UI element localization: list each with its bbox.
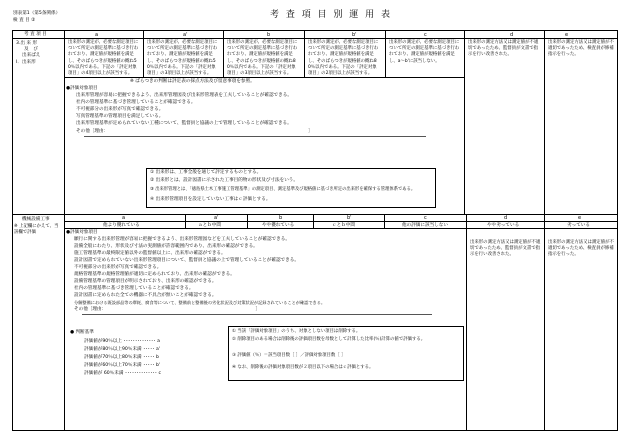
s2-col-sep-4 — [384, 214, 385, 228]
s2-sub-b: やや優れている — [262, 222, 295, 228]
s1-cell-b-prime: 出来形の測定が、必要な測定項目について所定の測定基準に基づき行われており、測定値が規格値を満足し、そのばらつきが規格値の概ね80％以内である。下記の「評定対象項目」の2項目以上が該当する。 — [308, 40, 379, 77]
s2-eval-item-7: 設備管理基準の管理項目が明示されており、出来形の確認ができる。 — [74, 279, 217, 284]
doc-label: 別表第1（第5条関係） — [13, 11, 61, 16]
s2-cell-e: 出来形の測定方法又は測定値が不適切であったため、検査員が修補指示を行った。 — [548, 240, 614, 258]
s1-line2: 及 び — [24, 47, 38, 52]
s2-sub-d: やや劣っている — [487, 222, 520, 228]
s1-line3: 出来ばえ — [22, 53, 41, 58]
page-title: 考 査 項 目 別 運 用 表 — [270, 10, 393, 20]
s1-note-2: ② 出来形とは、設計図書に示された工事目的物の形状及び寸法をいう。 — [150, 178, 298, 183]
s2-sub-c: 他の評価に該当しない — [402, 222, 448, 228]
s2-col-sep-6 — [544, 214, 545, 431]
s2-eval-item-3: 施工管理基準の最終限定値以外の監督値以上に、出来形の確認ができる。 — [74, 251, 226, 256]
s2-sub-a-prime: ａとｂ中間 — [198, 222, 221, 228]
s2-eval-heading: ●評価対象項目 — [66, 230, 98, 235]
header-col-a-prime: a' — [183, 31, 188, 38]
s1-sub: Ⅰ．出来形 — [16, 60, 36, 65]
s2-eval-item-9: 設計図書に定められた全ての機器に不具合が無いことが確認できる。 — [74, 293, 217, 298]
s1-eval-heading: ●評価対象項目 — [66, 86, 98, 91]
s2-col-b: b — [279, 215, 283, 221]
s2-sub-b-prime: ｃとｂ中間 — [332, 222, 355, 228]
header-col-b: b — [267, 31, 271, 38]
s2-eval-item-6: 規格管理基準の規格管理値が適切に定められており、出来形の確認ができる。 — [74, 272, 235, 277]
s2-criteria-1: 評価値が90％以上 ･･････････････ a — [84, 339, 160, 344]
s2-criteria-3: 評価値が70％以上80％未満 ･････ b — [84, 355, 159, 360]
s2-line2: ※ 上記欄にかえて、当該欄で評価 — [14, 224, 59, 236]
header-col-a: a — [95, 31, 99, 38]
col-sep-4 — [385, 30, 386, 77]
s2-col-sep-item — [64, 214, 65, 431]
s1-criteria-bottom — [64, 77, 464, 78]
col-sep-1 — [143, 30, 144, 77]
s2-line1: 機械設備工事 — [22, 217, 50, 222]
s2-calc-note-4: ④ なお、削除後の評価対象項目数が２項目以下の場合はｃ評価とする。 — [232, 365, 374, 370]
s2-criteria-2: 評価値が80％以上90％未満 ･････ a' — [84, 347, 161, 352]
col-sep-3 — [304, 30, 305, 77]
doc-sub-label: 検 査 目 ② — [13, 18, 36, 23]
s1-cell-e: 出来形の測定方法又は測定値が不適切であったため、検査員が修補指示を行った。 — [548, 40, 614, 58]
header-item-label: 考 査 項 目 — [24, 31, 47, 37]
s2-col-c: c — [424, 215, 427, 221]
s1-cell-d: 出来形の測定方法又は測定値が不適切であったため、監督員が文書で指示を行い改善された。 — [468, 40, 539, 58]
s2-col-sep-1 — [185, 214, 186, 228]
s2-criteria-5: 評価値が 60％未満 ･･････････････ c — [84, 371, 162, 376]
s2-eval-item-2: 設備全般にわたり、形状及び寸法の実測値が許容範囲内であり、出来形の確認ができる。 — [74, 244, 258, 249]
s2-col-b-prime: b' — [347, 215, 352, 221]
s2-cell-d: 出来形の測定方法又は測定値が不適切であったため、監督員が文書で指示を行い改善された。 — [470, 240, 541, 258]
s1-eval-item-4: 写真管理基準の管理項目を満足している。 — [76, 114, 164, 119]
s2-sub-e: 劣っている — [567, 222, 590, 228]
s1-cell-b: 出来形の測定が、必要な測定項目について所定の測定基準に基づき行われており、測定値が規格値を満足し、そのばらつきが規格値の概ね80％以内である。下記の「評定対象項目」の3項目以上が該当する。 — [227, 40, 298, 77]
col-sep-item — [64, 30, 65, 214]
s2-col-a: a — [122, 215, 126, 221]
s2-eval-item-1: 願行に関する出来形管理が容易に把握できるよう、出来形管理図などを工夫していることが確認できる。 — [74, 237, 290, 242]
s1-note-4: ④ 出来形管理項目を設定していない工事はｃ評価とする。 — [150, 197, 271, 202]
col-sep-5 — [464, 30, 465, 214]
s1-note-top: ※ ばらつきの判断は評定表の採点方法及び留意事項を参照。 — [130, 79, 255, 84]
s2-calc-note-1: ① 当該「評価対象項目」のうち、対象としない項目は削除する。 — [232, 329, 361, 334]
s1-eval-item-1: 出来形管理が容易に把握できるよう、出来形管理図及び出来形管理表を工夫していることが確認できる。 — [76, 93, 292, 98]
s1-eval-item-2: 社内の管理基準に基づき管理していることが確認できる。 — [76, 100, 196, 105]
header-col-c: c — [424, 31, 427, 38]
s2-col-d: d — [504, 215, 508, 221]
s2-other-underline — [82, 314, 432, 315]
col-sep-6 — [544, 30, 545, 214]
s2-eval-item-8: 社内の管理基準に基づき管理していることが確認できる。 — [74, 286, 194, 291]
s2-calc-note-3: ③ 評価値（％）＝該当項目数［ ］／評価対象項目数［ ］ — [232, 353, 346, 358]
s2-col-sep-3 — [313, 214, 314, 228]
s2-col-a-prime: a' — [214, 215, 219, 221]
s1-cell-c: 出来形の測定が、必要な測定項目について所定の測定基準に基づき行われており、測定値が規格値を満足し、a～b'に該当しない。 — [389, 40, 460, 64]
s1-other-underline — [84, 136, 426, 137]
s2-sub-a: 他より優れている — [103, 222, 140, 228]
s1-cell-a-prime: 出来形の測定が、必要な測定項目について所定の測定基準に基づき行われており、測定値が規格値を満足し、そのばらつきが規格値の概ね50％以内である。下記の「評定対象項目」の3項目以上が該当する。 — [147, 40, 218, 77]
s2-criteria-heading: ● 判断基準 — [70, 330, 94, 335]
s2-eval-item-5: 不可視部分の出来形が写真で確認できる。 — [74, 265, 162, 270]
header-col-b-prime: b' — [352, 31, 357, 38]
s1-note-3: ③ 出来形管理とは、「徳島県土木工事施工管理基準」の測定項目、測定基準及び規格値に基づき所定の出来形を確保する管理体系である。 — [150, 187, 416, 192]
s2-eval-item-other: その他［理由： ］ — [74, 307, 261, 312]
s2-col-sep-2 — [247, 214, 248, 228]
header-row-bottom — [12, 38, 618, 39]
s1-eval-item-5: 出来形管理基準が定められていない工種について、監督員と協議の上で管理していることが確認できる。 — [76, 121, 292, 126]
col-sep-2 — [223, 30, 224, 77]
s1-cell-a: 出来形の測定が、必要な測定項目について所定の測定基準に基づき行われており、測定値が規格値を満足し、そのばらつきが規格値の概ね50％以内である。下記の「評定対象項目」の4項目以上が該当する。 — [68, 40, 139, 77]
s2-criteria-4: 評価値が60％以上70％未満 ･････ b' — [84, 363, 161, 368]
header-col-e: e — [565, 31, 569, 38]
s1-note-1: ① 出来形は、工事全般を通じて評定するものとする。 — [150, 170, 262, 175]
s2-col-e: e — [578, 215, 582, 221]
s2-col-sep-5 — [466, 214, 467, 431]
section-divider — [12, 214, 618, 215]
s1-eval-item-other: その他［理由： ］ — [76, 129, 313, 134]
s2-eval-item-4: 設計図書で定められていない出来形管理項目について、監督員と協議の上で管理していることが確認できる。 — [74, 258, 299, 263]
header-col-d: d — [510, 31, 514, 38]
s1-eval-item-3: 不可視部分の出来形が写真で確認できる。 — [76, 107, 164, 112]
s1-num: 3.出 来 形 — [16, 41, 38, 46]
s2-calc-note-2: ② 削除項目のある場合は削除後の評価項目数を母数として計算した比率(％)計算の値で評価する。 — [232, 337, 426, 342]
s2-eval-item-10: 分解整備における既設部品等の摩耗、腐食等について、整備前と整備後の劣化状況及び対策状況が記録されていることが確認できる。 — [74, 300, 326, 305]
